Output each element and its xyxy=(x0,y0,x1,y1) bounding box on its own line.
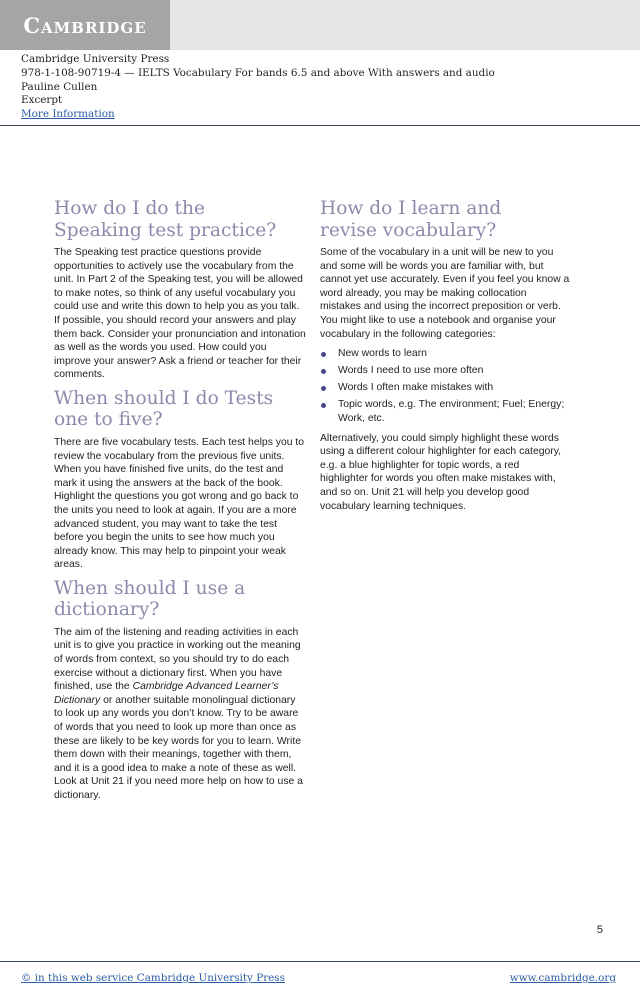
list-item: Topic words, e.g. The environment; Fuel; Energy; Work, etc. xyxy=(320,398,570,425)
list-item: New words to learn xyxy=(320,347,570,361)
heading-dictionary: When should I use a dictionary? xyxy=(54,577,246,621)
tests-text: There are five vocabulary tests. Each test helps you to review the vocabulary from the previous five units. When you have finished five units, do the test and mark it using the answers at the back of the book. Highlight the questions you got wrong and go back to the units you need to look at again. If you are a more advanced student, you may want to take the test before you begin the units to see how much you already know. This may help to pinpoint your weak areas. xyxy=(54,436,305,571)
heading-learn-revise: How do I learn and revise vocabulary? xyxy=(320,198,502,241)
book-metadata xyxy=(21,53,495,122)
bullet-icon xyxy=(321,403,326,408)
logo-text: Cambridge xyxy=(23,12,147,38)
dictionary-title: Cambridge Advanced Learner’s Dictionary xyxy=(54,681,279,706)
bullet-icon xyxy=(321,369,326,374)
list-item: Words I often make mistakes with xyxy=(320,381,570,395)
heading-speaking-practice: How do I do the Speaking test practice? xyxy=(54,198,277,241)
bullet-icon xyxy=(321,352,326,357)
publisher-name: Cambridge University Press xyxy=(21,53,170,65)
category-list xyxy=(320,347,570,425)
excerpt-label: Excerpt xyxy=(21,94,63,107)
dictionary-text: The aim of the listening and reading activities in each unit is to give you practice in working out the meaning of words from context, so you should try to do each exercise without a dictionary first. When you have finished, use the Cambridge Advanced Learner’s Dictionary or another suitable monolingual dictionary to look up any words you don’t know. Try to be aware of words that you need to look up more than once as these are likely to be key words for you to learn. Write them down with their meanings, together with them, and it is a good idea to make a note of these as well. Look at Unit 21 if you need more help on how to use a dictionary. xyxy=(54,626,303,801)
isbn-title: 978-1-108-90719-4 — IELTS Vocabulary For bands 6.5 and above With answers and audio xyxy=(21,66,495,79)
left-column xyxy=(54,198,306,809)
header-divider xyxy=(0,125,640,126)
right-column xyxy=(320,198,570,519)
bullet-icon xyxy=(321,386,326,391)
publisher-logo xyxy=(0,0,170,50)
footer-divider xyxy=(0,961,640,962)
copyright-link[interactable]: © in this web service Cambridge University Press xyxy=(21,972,285,984)
speaking-practice-text: The Speaking test practice questions provide opportunities to actively use the vocabulary from the unit. In Part 2 of the Speaking test, you will be allowed to make notes, so think of any useful vocabulary you could use and write this down to help you as you talk. If possible, you should record your answers and play them back. Consider your pronunciation and intonation as well as the words you used. How could you improve your answer? Ask a friend or teacher for their comments. xyxy=(54,247,306,381)
learn-revise-closing: Alternatively, you could simply highlight these words using a different colour highlighter for each category, e.g. a blue highlighter for topic words, a red highlighter for words you often make mistakes with, and so on. Unit 21 will help you develop good vocabulary learning techniques. xyxy=(320,432,562,512)
more-information-link[interactable]: More Information xyxy=(21,108,115,121)
page-number: 5 xyxy=(596,924,603,936)
author-name: Pauline Cullen xyxy=(21,80,98,93)
cambridge-site-link[interactable]: www.cambridge.org xyxy=(509,972,616,984)
heading-tests: When should I do Tests one to five? xyxy=(54,387,274,431)
learn-revise-intro: Some of the vocabulary in a unit will be new to you and some will be words you are familiar with, but cannot yet use accurately. Even if you feel you know a word already, you may be making collocation mistakes and using the incorrect preposition or verb. You might like to use a notebook and organise your vocabulary in the following categories: xyxy=(320,247,570,340)
list-item: Words I need to use more often xyxy=(320,364,570,378)
